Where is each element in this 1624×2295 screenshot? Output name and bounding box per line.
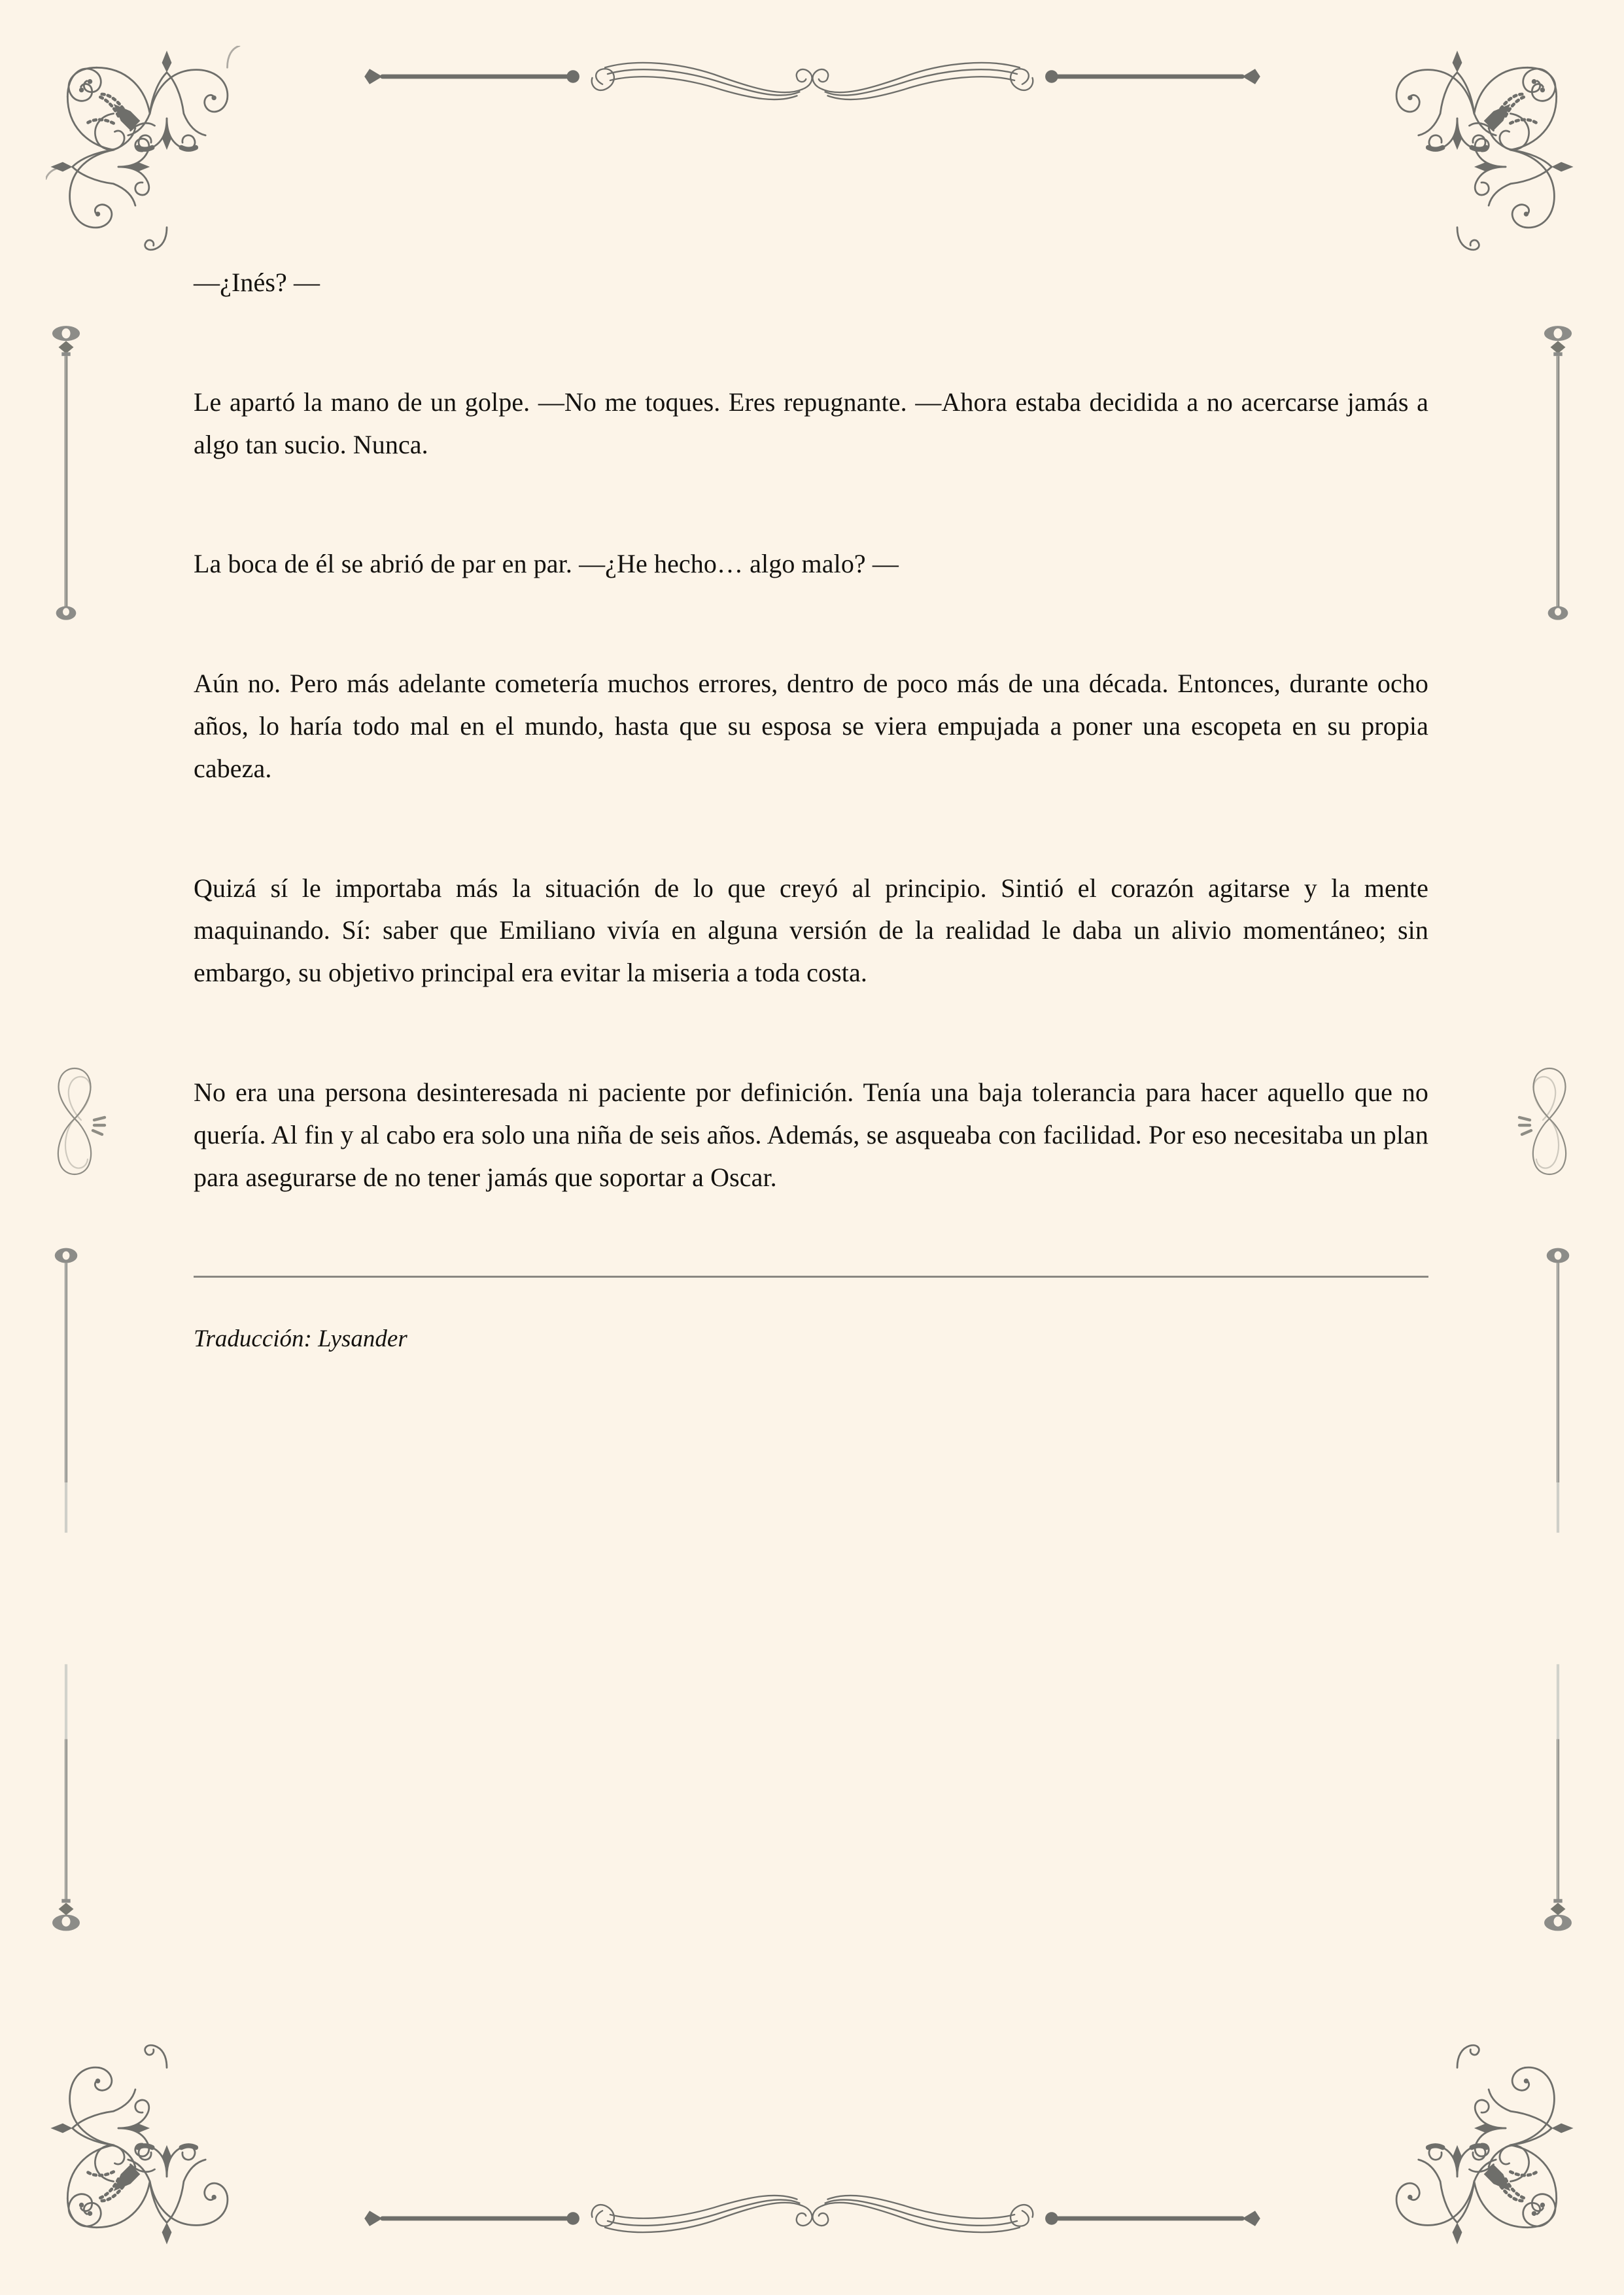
paragraph: La boca de él se abrió de par en par. —¿He hecho… algo malo? — (194, 549, 899, 579)
translation-credit: Traducción: Lysander (194, 1325, 407, 1353)
filigree-corner-ornament-bottom-right (1336, 2004, 1578, 2249)
document-body (194, 262, 1428, 1358)
filigree-corner-ornament-top-right (1336, 46, 1578, 291)
paragraph: —¿Inés? — (194, 268, 320, 297)
paragraph: Le apartó la mano de un golpe. —No me toques. Eres repugnante. —Ahora estaba decidida a no acercarse jamás a algo tan sucio. Nunca. (194, 387, 1428, 459)
rod-finial-ornament-left-lower (51, 1662, 81, 1940)
footer-divider-rule (194, 1276, 1428, 1278)
rod-finial-ornament-left-mid (51, 1243, 81, 1547)
rod-finial-ornament-right-upper (1543, 322, 1573, 639)
paragraph: No era una persona desinteresada ni paciente por definición. Tenía una baja tolerancia para hacer aquello que no quería. Al fin y al cabo era solo una niña de seis años. Además, se asqueaba con facilidad. Por eso necesitaba un plan para asegurarse de no tener jamás que soportar a Oscar. (194, 1077, 1428, 1192)
infinity-loop-ornament-right (1512, 1055, 1577, 1195)
rod-finial-ornament-left-upper (51, 322, 81, 639)
infinity-loop-ornament-left (47, 1055, 112, 1195)
rod-finial-ornament-right-mid (1543, 1243, 1573, 1547)
filigree-corner-ornament-top-left (46, 46, 288, 291)
flourish-divider-ornament-top (358, 47, 1267, 109)
paragraph: Aún no. Pero más adelante cometería muchos errores, dentro de poco más de una década. Entonces, durante ocho años, lo haría todo mal en el mundo, hasta que su esposa se viera empujada a poner una escopeta en su propia cabeza. (194, 669, 1428, 783)
paragraph: Quizá sí le importaba más la situación de lo que creyó al principio. Sintió el corazón agitarse y la mente maquinando. Sí: saber que Emiliano vivía en alguna versión de la realidad le daba un alivio momentáneo; sin embargo, su objetivo principal era evitar la miseria a toda costa. (194, 873, 1428, 988)
flourish-divider-ornament-bottom (358, 2186, 1267, 2248)
filigree-corner-ornament-bottom-left (46, 2004, 288, 2249)
rod-finial-ornament-right-lower (1543, 1662, 1573, 1940)
